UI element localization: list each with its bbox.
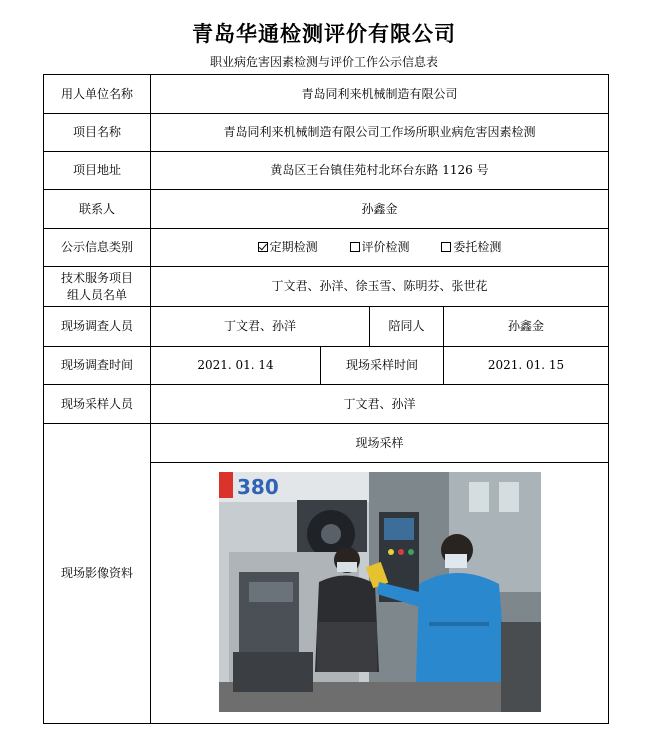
- employer-value: 青岛同利来机械制造有限公司: [151, 75, 609, 114]
- project-name-value: 青岛同利来机械制造有限公司工作场所职业病危害因素检测: [151, 114, 609, 152]
- category-option-commissioned[interactable]: [441, 239, 501, 256]
- disclosure-table: [43, 74, 609, 724]
- row-contact: [44, 190, 609, 229]
- category-option-periodic[interactable]: [258, 239, 318, 256]
- tech-staff-label: [44, 267, 151, 307]
- row-project-name: [44, 114, 609, 152]
- contact-label: 联系人: [44, 190, 151, 229]
- sampling-time-label: 现场采样时间: [321, 347, 444, 385]
- category-label: 公示信息类别: [44, 229, 151, 267]
- media-photo-area: [151, 463, 608, 723]
- contact-value: 孙鑫金: [151, 190, 609, 229]
- category-options: [151, 229, 609, 267]
- machine-label-text: 380: [236, 475, 279, 499]
- checkbox-empty-icon: [441, 242, 451, 252]
- sampling-staff-value: 丁文君、孙洋: [151, 385, 609, 424]
- companion-label: 陪同人: [370, 307, 444, 347]
- row-tech-staff: [44, 267, 609, 307]
- row-survey-time: [44, 347, 609, 385]
- checkbox-empty-icon: [350, 242, 360, 252]
- row-project-address: [44, 152, 609, 190]
- tech-staff-value: 丁文君、孙洋、徐玉雪、陈明芬、张世花: [151, 267, 609, 307]
- category-option-label: 定期检测: [269, 240, 318, 254]
- row-employer: [44, 75, 609, 114]
- tech-staff-label-line2: 组人员名单: [66, 287, 127, 302]
- category-option-label: 评价检测: [361, 240, 410, 254]
- survey-time-value: 2021. 01. 14: [151, 347, 321, 385]
- survey-staff-label: 现场调查人员: [44, 307, 151, 347]
- sampling-staff-label: 现场采样人员: [44, 385, 151, 424]
- row-media: [44, 424, 609, 724]
- employer-label: 用人单位名称: [44, 75, 151, 114]
- media-cell: [151, 424, 609, 724]
- row-survey-staff: [44, 307, 609, 347]
- category-option-evaluation[interactable]: [350, 239, 410, 256]
- form-subtitle: 职业病危害因素检测与评价工作公示信息表: [209, 55, 438, 69]
- checkbox-checked-icon: [258, 242, 268, 252]
- project-address-value: 黄岛区王台镇佳苑村北环台东路 1126 号: [151, 152, 609, 190]
- factory-scene-image: [219, 472, 541, 712]
- companion-value: 孙鑫金: [444, 307, 609, 347]
- category-option-label: 委托检测: [453, 240, 502, 254]
- survey-time-label: 现场调查时间: [44, 347, 151, 385]
- row-sampling-staff: [44, 385, 609, 424]
- tech-staff-label-line1: 技术服务项目: [60, 270, 133, 285]
- project-name-label: 项目名称: [44, 114, 151, 152]
- site-sampling-photo: [219, 472, 541, 712]
- project-address-label: 项目地址: [44, 152, 151, 190]
- row-category: [44, 229, 609, 267]
- survey-staff-value: 丁文君、孙洋: [151, 307, 370, 347]
- media-caption: 现场采样: [151, 424, 608, 463]
- media-label: 现场影像资料: [44, 424, 151, 724]
- sampling-time-value: 2021. 01. 15: [444, 347, 609, 385]
- company-title: 青岛华通检测评价有限公司: [192, 22, 456, 46]
